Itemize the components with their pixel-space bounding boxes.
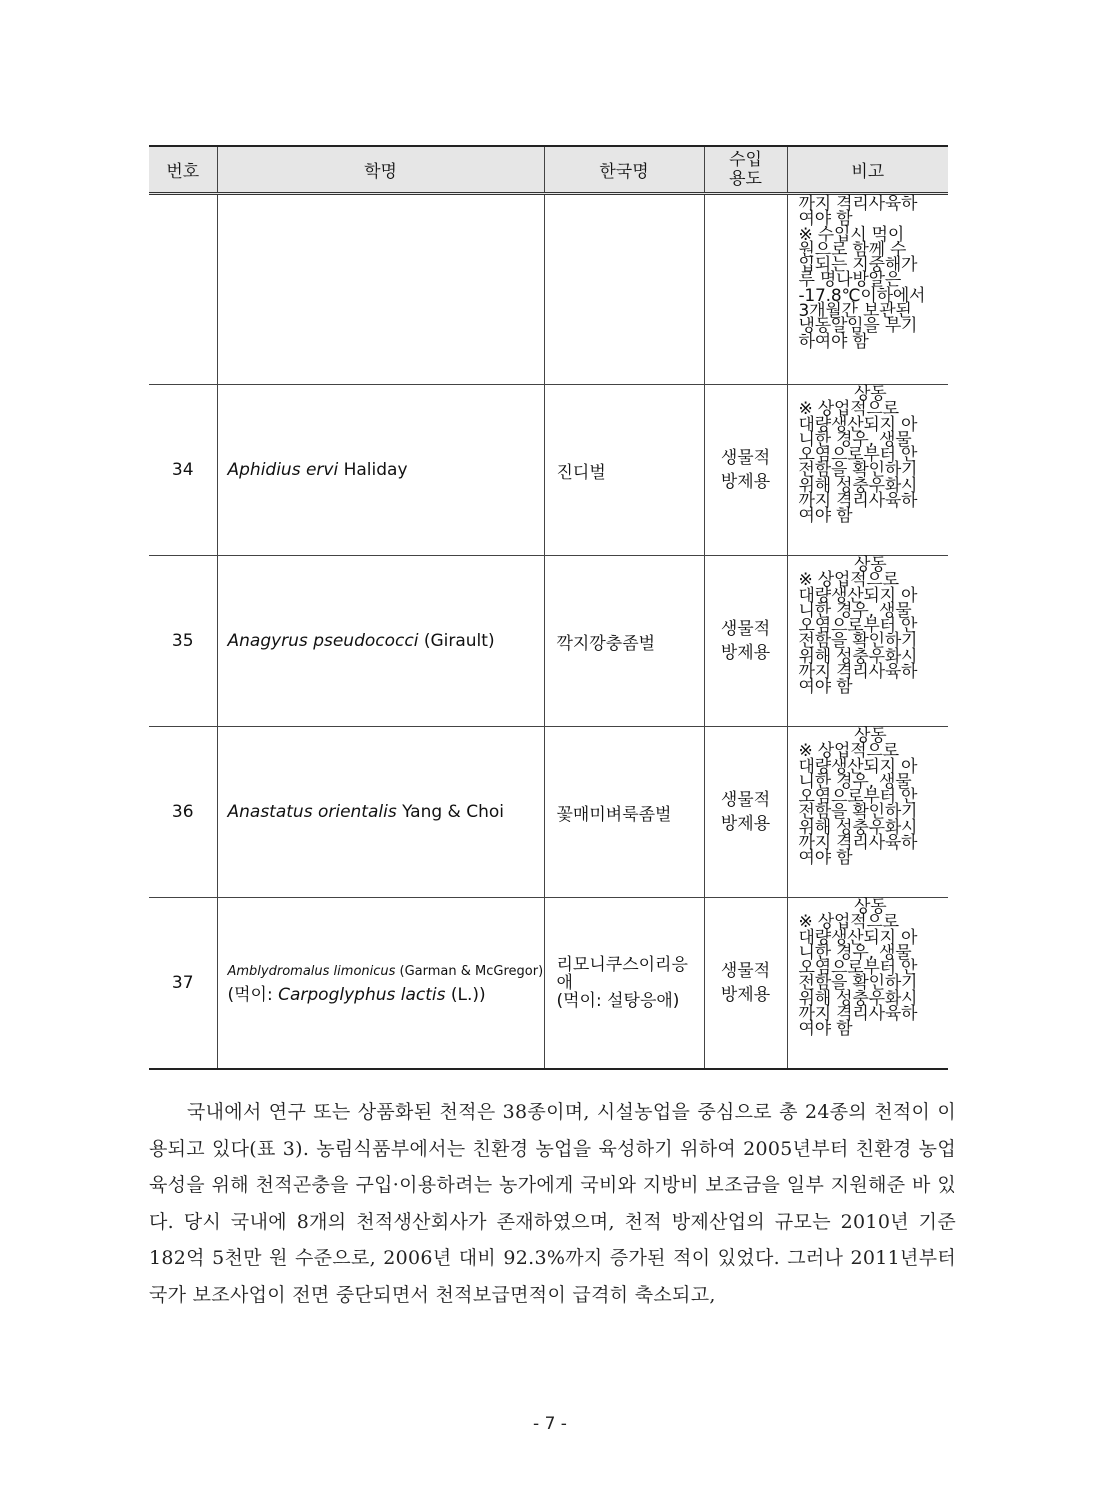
cell-import-purpose (704, 385, 787, 556)
note-line: 대량생산되지 아 (798, 927, 918, 948)
note-line: -17.8℃이하에서 (798, 285, 926, 306)
use-line2: 방제용 (720, 643, 771, 663)
sci-author: (Garman & McGregor) (395, 964, 544, 980)
cell-remarks (787, 898, 948, 1069)
header-import-purpose-line2: 용도 (729, 168, 762, 189)
header-import-purpose-line1: 수입 (729, 149, 762, 170)
use-line2: 방제용 (720, 984, 771, 1005)
cell-korean-name (544, 898, 704, 1069)
note-line: 여야 함 (798, 1019, 853, 1040)
note-line: 여야 함 (798, 506, 853, 527)
note-line: ※ 상업적으로 (798, 570, 899, 591)
note-line: 까지 격리사육하 (798, 662, 918, 683)
sci-name-italic: Amblydromalus limonicus (227, 964, 396, 980)
use-line1: 생물적 (720, 619, 771, 639)
sci-author: Yang & Choi (396, 802, 504, 822)
kor-line1: 리모니쿠스이리응애 (556, 954, 688, 993)
kor-line2: (먹이: 설탕응애) (556, 990, 680, 1011)
note-head: 상동 (854, 726, 887, 746)
cell-remarks (787, 727, 948, 898)
table-row (149, 385, 948, 556)
cell-scientific-name (217, 385, 544, 556)
note-line: 위해 성충우화시 (798, 646, 918, 667)
note-line: 니한 경우, 생물 (798, 771, 912, 792)
note-line: 대량생산되지 아 (798, 585, 918, 606)
natural-enemy-table (149, 145, 948, 1070)
cell-korean-name: 꽃매미벼룩좀벌 (544, 727, 704, 898)
cell-scientific-name (217, 727, 544, 898)
table-row (149, 898, 948, 1069)
cell-number: 35 (149, 556, 217, 727)
cell-remarks (787, 556, 948, 727)
note-head: 상동 (854, 384, 887, 404)
table-row (149, 556, 948, 727)
sci-name-italic: Aphidius ervi (227, 460, 339, 480)
note-line: 입되는 지중해가 (798, 255, 918, 276)
note-line: 오염으로부터 안 (798, 616, 918, 637)
cell-scientific-name (217, 556, 544, 727)
header-import-purpose (704, 146, 787, 194)
note-line: 루 명나방알은 (798, 270, 902, 291)
note-line: 여야 함 (798, 848, 853, 869)
cell-empty (704, 194, 787, 385)
use-line2: 방제용 (720, 814, 771, 834)
note-line: 대량생산되지 아 (798, 756, 918, 777)
sci-author: (Girault) (418, 631, 495, 651)
use-line1: 생물적 (720, 790, 771, 810)
prey-name-italic: Carpoglyphus lactis (278, 985, 446, 1006)
sci-author: Haliday (338, 460, 408, 480)
cell-korean-name: 깍지깡충좀벌 (544, 556, 704, 727)
header-remarks: 비고 (787, 146, 948, 194)
note-line: 냉동알임을 부기 (798, 316, 918, 337)
note-line: 까지 격리사육하 (798, 1004, 918, 1025)
note-line: 전함을 확인하기 (798, 460, 918, 481)
note-line: 위해 성충우화시 (798, 988, 918, 1009)
sci-name-italic: Anastatus orientalis (227, 802, 397, 822)
note-line: 3개월간 보관된 (798, 301, 912, 322)
header-korean-name: 한국명 (544, 146, 704, 194)
note-line: 하여야 함 (798, 331, 869, 352)
note-line: 오염으로부터 안 (798, 958, 918, 979)
note-head: 상동 (854, 897, 887, 917)
cell-import-purpose (704, 727, 787, 898)
note-line: 원으로 함께 수 (798, 239, 907, 260)
note-line: ※ 상업적으로 (798, 912, 899, 933)
header-scientific-name: 학명 (217, 146, 544, 194)
note-line: 전함을 확인하기 (798, 802, 918, 823)
use-line2: 방제용 (720, 472, 771, 492)
note-line: 전함을 확인하기 (798, 973, 918, 994)
cell-remarks (787, 194, 948, 385)
note-line: 위해 성충우화시 (798, 817, 918, 838)
note-line: 까지 격리사육하 (798, 833, 918, 854)
page-number: - 7 - (533, 1414, 567, 1434)
note-line: 대량생산되지 아 (798, 414, 918, 435)
sci-line1 (228, 964, 544, 979)
note-line: 니한 경우, 생물 (798, 600, 912, 621)
note-head: 상동 (854, 555, 887, 575)
header-number: 번호 (149, 146, 217, 194)
prey-prefix: (먹이: (227, 985, 279, 1006)
cell-empty (149, 194, 217, 385)
prey-suffix: (L.)) (445, 985, 486, 1006)
note-line: 오염으로부터 안 (798, 445, 918, 466)
note-line: 까지 격리사육하 (798, 194, 918, 214)
body-paragraph: 국내에서 연구 또는 상품화된 천적은 38종이며, 시설농업을 중심으로 총 24종의 천적이 이용되고 있다(표 3). 농림식품부에서는 친환경 농업을 육성하기 위하여 2005년부터 친환경 농업 육성을 위해 천적곤충을 구입·이용하려는 농가에게 국비와 지방비 보조금을 일부 지원해준 바 있다. 당시 국내에 8개의 천적생산회사가 존재하였으며, 천적 방제산업의 규모는 2010년 기준 182억 5천만 원 수준으로, 2006년 대비 92.3%까지 증가된 적이 있었다. 그러나 2011년부터 국가 보조사업이 전면 중단되면서 천적보급면적이 급격히 축소되고, (149, 1101, 956, 1306)
note-line: 여야 함 (798, 209, 853, 230)
cell-import-purpose (704, 556, 787, 727)
note-line: 전함을 확인하기 (798, 631, 918, 652)
note-line: 위해 성충우화시 (798, 475, 918, 496)
note-line: 여야 함 (798, 677, 853, 698)
sci-name-italic: Anagyrus pseudococci (227, 631, 419, 651)
table-header-row (149, 146, 948, 194)
cell-number: 36 (149, 727, 217, 898)
cell-korean-name: 진디벌 (544, 385, 704, 556)
cell-remarks (787, 385, 948, 556)
cell-number: 34 (149, 385, 217, 556)
cell-empty (544, 194, 704, 385)
note-line: 까지 격리사육하 (798, 491, 918, 512)
cell-import-purpose (704, 898, 787, 1069)
table-row (149, 727, 948, 898)
note-line: ※ 수입시 먹이 (798, 224, 905, 245)
note-line: 오염으로부터 안 (798, 787, 918, 808)
note-line: ※ 상업적으로 (798, 741, 899, 762)
note-line: 니한 경우, 생물 (798, 942, 912, 963)
table-row-continued (149, 194, 948, 385)
use-line1: 생물적 (720, 960, 771, 981)
cell-number: 37 (149, 898, 217, 1069)
use-line1: 생물적 (720, 448, 771, 468)
sci-line2 (228, 985, 486, 1005)
cell-scientific-name (217, 898, 544, 1069)
note-line: 니한 경우, 생물 (798, 429, 912, 450)
cell-empty (217, 194, 544, 385)
note-line: ※ 상업적으로 (798, 399, 899, 420)
